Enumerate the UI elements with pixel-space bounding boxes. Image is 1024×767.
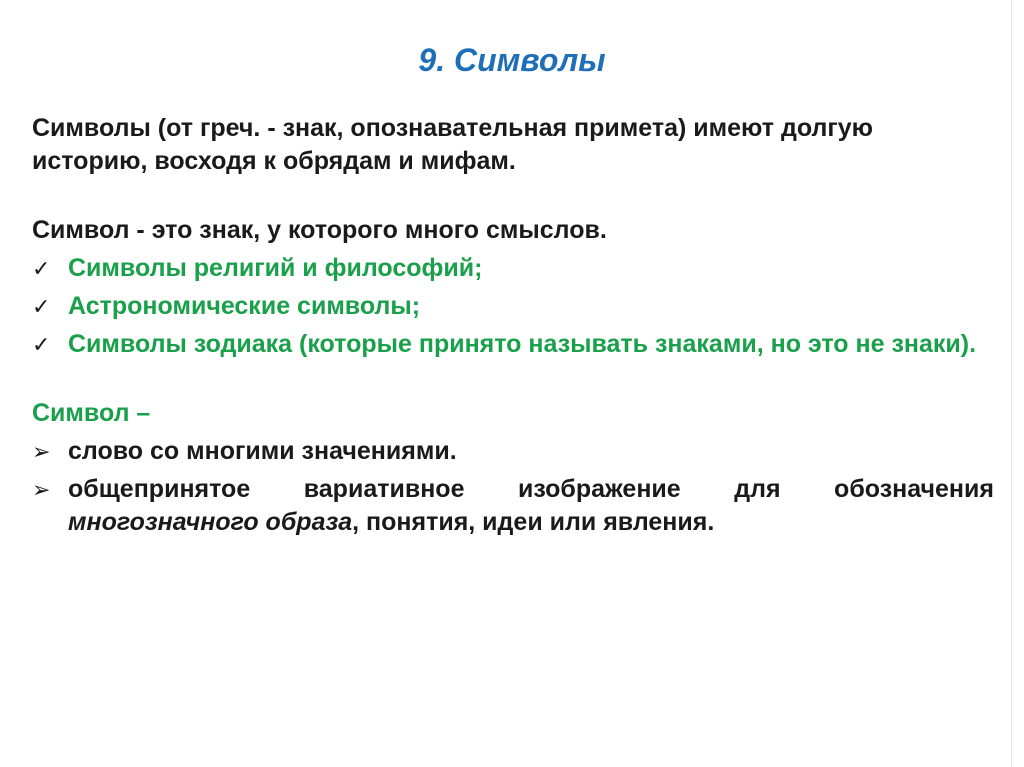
definition-line: Символ - это знак, у которого много смыслов. [32,216,607,244]
arrow-bullet-icon: ➢ [32,439,51,464]
checkmark-icon: ✓ [32,332,51,357]
arrow-item-text-italic: многозначного образа [68,508,353,536]
slide-title: 9. Символы [418,42,606,78]
arrow-list-item [32,435,994,468]
checkmark-icon: ✓ [32,256,51,281]
check-list-item [32,290,994,323]
arrow-list-item [32,473,994,539]
arrow-item-text-end: , понятия, идеи или явления. [352,508,715,536]
check-item-text: Астрономические символы; [68,292,421,320]
intro-paragraph: Символы (от греч. - знак, опознавательная примета) имеют долгую историю, восходя к обрядам и мифам. [32,114,874,175]
check-list-item [32,252,994,285]
arrow-bullet-icon: ➢ [32,477,51,502]
symbol-heading: Символ – [32,399,151,427]
check-item-text: Символы религий и философий; [68,254,483,282]
arrow-item-text [68,473,994,539]
check-item-text: Символы зодиака (которые принято называть знаками, но это не знаки). [68,330,977,358]
slide-content [32,112,994,539]
slide-border [1011,0,1012,767]
arrow-item-text: слово со многими значениями. [68,437,457,465]
check-list-item [32,328,994,361]
checkmark-icon: ✓ [32,294,51,319]
arrow-item-text-start: общепринятое вариативное изображение для обозначения [68,475,994,503]
